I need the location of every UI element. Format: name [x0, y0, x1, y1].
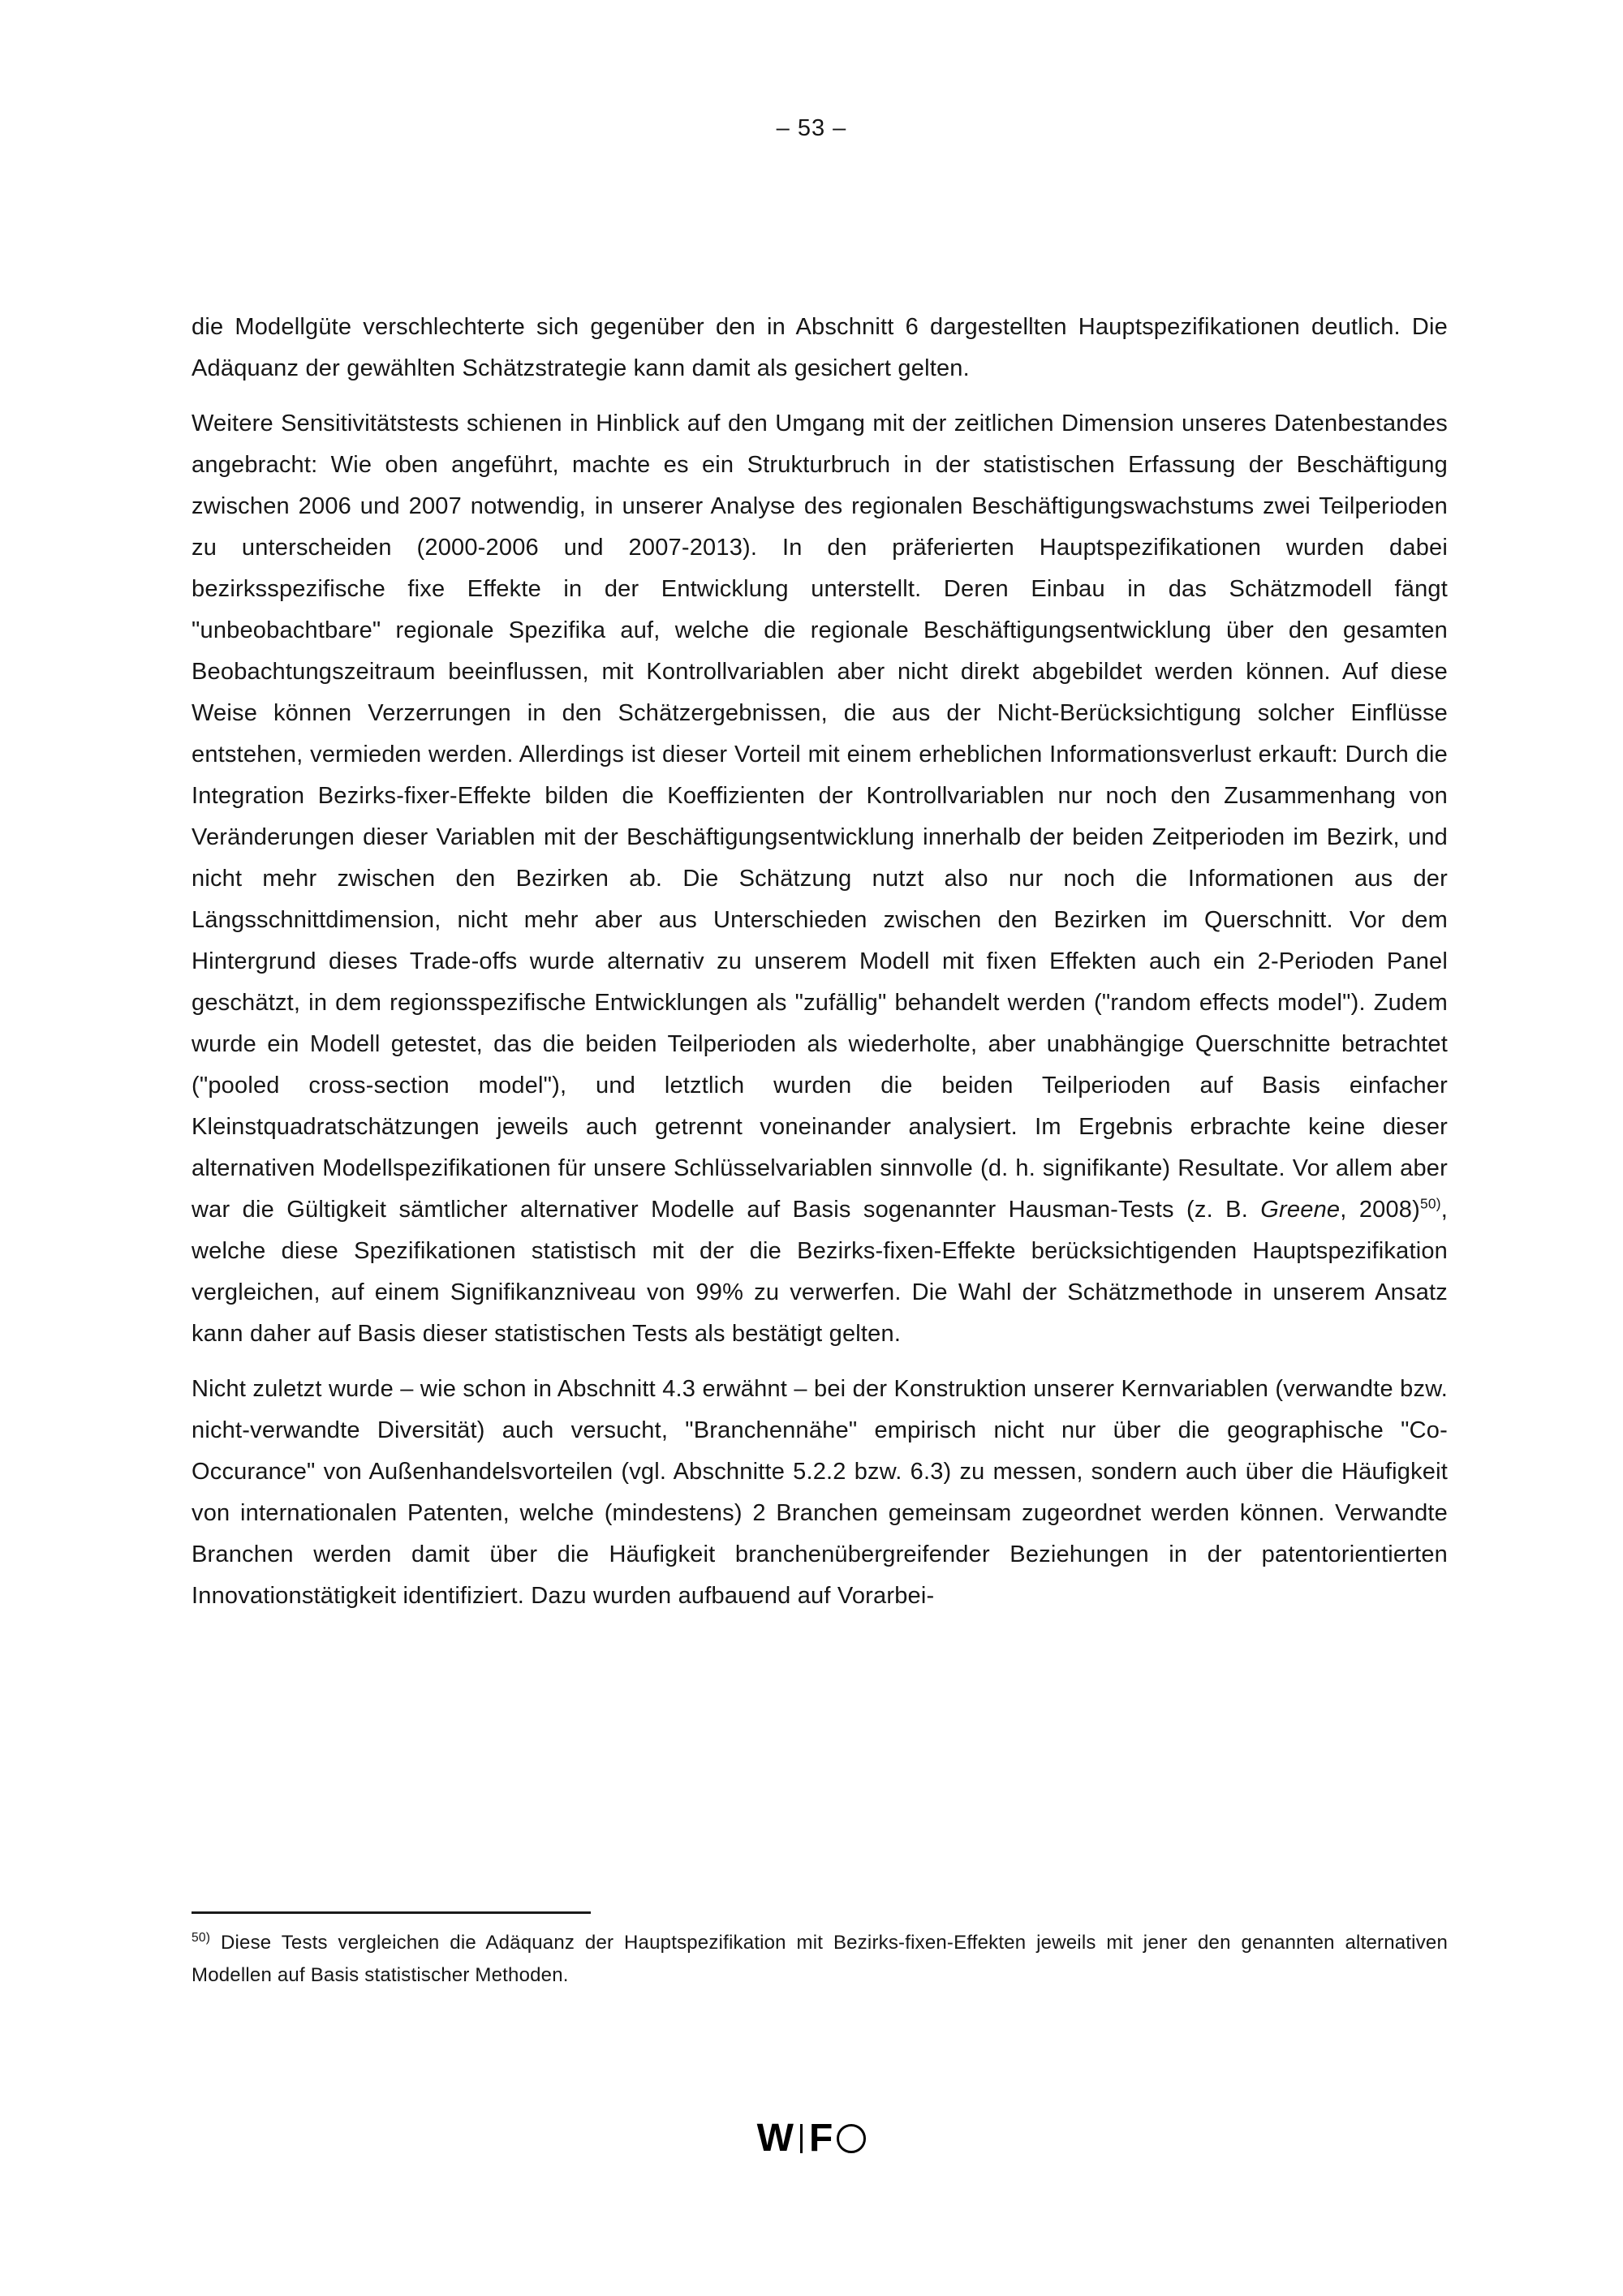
page-number: – 53 –: [776, 115, 847, 141]
footnote-text: Diese Tests vergleichen die Adäquanz der Hauptspezifikation mit Bezirks-fixen-Effekten jeweils mit jener den genannten alternativen Modellen auf Basis statistischer Methoden.: [192, 1932, 1448, 1986]
logo-letter-f: F: [808, 2117, 833, 2160]
logo-letter-w: W: [756, 2117, 794, 2160]
paragraph: [192, 403, 1448, 1355]
logo-ring-o-icon: [837, 2124, 866, 2153]
text-run: , welche diese Spezifikationen statistisch mit der die Bezirks-fixen-Effekte berücksichtigenden Hauptspezifikation vergleichen, auf einem Signifikanzniveau von 99% zu verwerfen. Die Wahl der Schätzmethode in unserem Ansatz kann daher auf Basis dieser statistischen Tests als bestätigt gelten.: [192, 1197, 1449, 1347]
footnote-area: [192, 1911, 1448, 1992]
text-run: , 2008): [1340, 1197, 1420, 1223]
paragraph: [192, 1369, 1448, 1617]
body-text: [192, 307, 1448, 1631]
logo-bar-i-icon: [800, 2124, 803, 2153]
footnote: [192, 1927, 1448, 1992]
footnote-marker: 50): [192, 1931, 211, 1945]
text-run: Nicht zuletzt wurde – wie schon in Abschnitt 4.3 erwähnt – bei der Konstruktion unserer Kernvariablen (verwandte bzw. nicht-verwandte Diversität) auch versucht, "Branchennähe" empirisch nicht nur über die geographische "Co-Occurance" von Außenhandelsvorteilen (vgl. Abschnitte 5.2.2 bzw. 6.3) zu messen, sondern auch über die Häufigkeit von internationalen Patenten, welche (mindestens) 2 Branchen gemeinsam zugeordnet werden können. Verwandte Branchen werden damit über die Häufigkeit branchenübergreifender Beziehungen in der patentorientierten Innovationstätigkeit identifiziert. Dazu wurden aufbauend auf Vorarbei-: [192, 1376, 1448, 1609]
footnote-separator: [192, 1911, 591, 1914]
text-run: die Modellgüte verschlechterte sich gegenüber den in Abschnitt 6 dargestellten Hauptspezifikationen deutlich. Die Adäquanz der gewählten Schätzstrategie kann damit als gesichert gelten.: [192, 314, 1448, 381]
text-italic: Greene: [1260, 1197, 1341, 1223]
wifo-logo: [0, 2119, 1623, 2158]
paragraph: [192, 307, 1448, 389]
wifo-logo-mark: [757, 2119, 867, 2158]
text-sup: 50): [1420, 1195, 1441, 1212]
text-run: Weitere Sensitivitätstests schienen in Hinblick auf den Umgang mit der zeitlichen Dimension unseres Datenbestandes angebracht: Wie oben angeführt, machte es ein Strukturbruch in der statistischen Erfassung der Beschäftigung zwischen 2006 und 2007 notwendig, in unserer Analyse des regionalen Beschäftigungswachstums zwei Teilperioden zu unterscheiden (2000-2006 und 2007-2013). In den präferierten Hauptspezifikationen wurden dabei bezirksspezifische fixe Effekte in der Entwicklung unterstellt. Deren Einbau in das Schätzmodell fängt "unbeobachtbare" regionale Spezifika auf, welche die regionale Beschäftigungsentwicklung über den gesamten Beobachtungszeitraum beeinflussen, mit Kontrollvariablen aber nicht direkt abgebildet werden können. Auf diese Weise können Verzerrungen in den Schätzergebnissen, die aus der Nicht-Berücksichtigung solcher Einflüsse entstehen, vermieden werden. Allerdings ist dieser Vorteil mit einem erheblichen Informationsverlust erkauft: Durch die Integration Bezirks-fixer-Effekte bilden die Koeffizienten der Kontrollvariablen nur noch den Zusammenhang von Veränderungen dieser Variablen mit der Beschäftigungsentwicklung innerhalb der beiden Zeitperioden im Bezirk, und nicht mehr zwischen den Bezirken ab. Die Schätzung nutzt also nur noch die Informationen aus der Längsschnittdimension, nicht mehr aber aus Unterschieden zwischen den Bezirken im Querschnitt. Vor dem Hintergrund dieses Trade-offs wurde alternativ zu unserem Modell mit fixen Effekten auch ein 2-Perioden Panel geschätzt, in dem regionsspezifische Entwicklungen als "zufällig" behandelt werden ("random effects model"). Zudem wurde ein Modell getestet, das die beiden Teilperioden als wiederholte, aber unabhängige Querschnitte betrachtet ("pooled cross-section model"), und letztlich wurden die beiden Teilperioden auf Basis einfacher Kleinstquadratschätzungen jeweils auch getrennt voneinander analysiert. Im Ergebnis erbrachte keine dieser alternativen Modellspezifikationen für unsere Schlüsselvariablen sinnvolle (d. h. signifikante) Resultate. Vor allem aber war die Gültigkeit sämtlicher alternativer Modelle auf Basis sogenannter Hausman-Tests (z. B.: [192, 411, 1448, 1223]
